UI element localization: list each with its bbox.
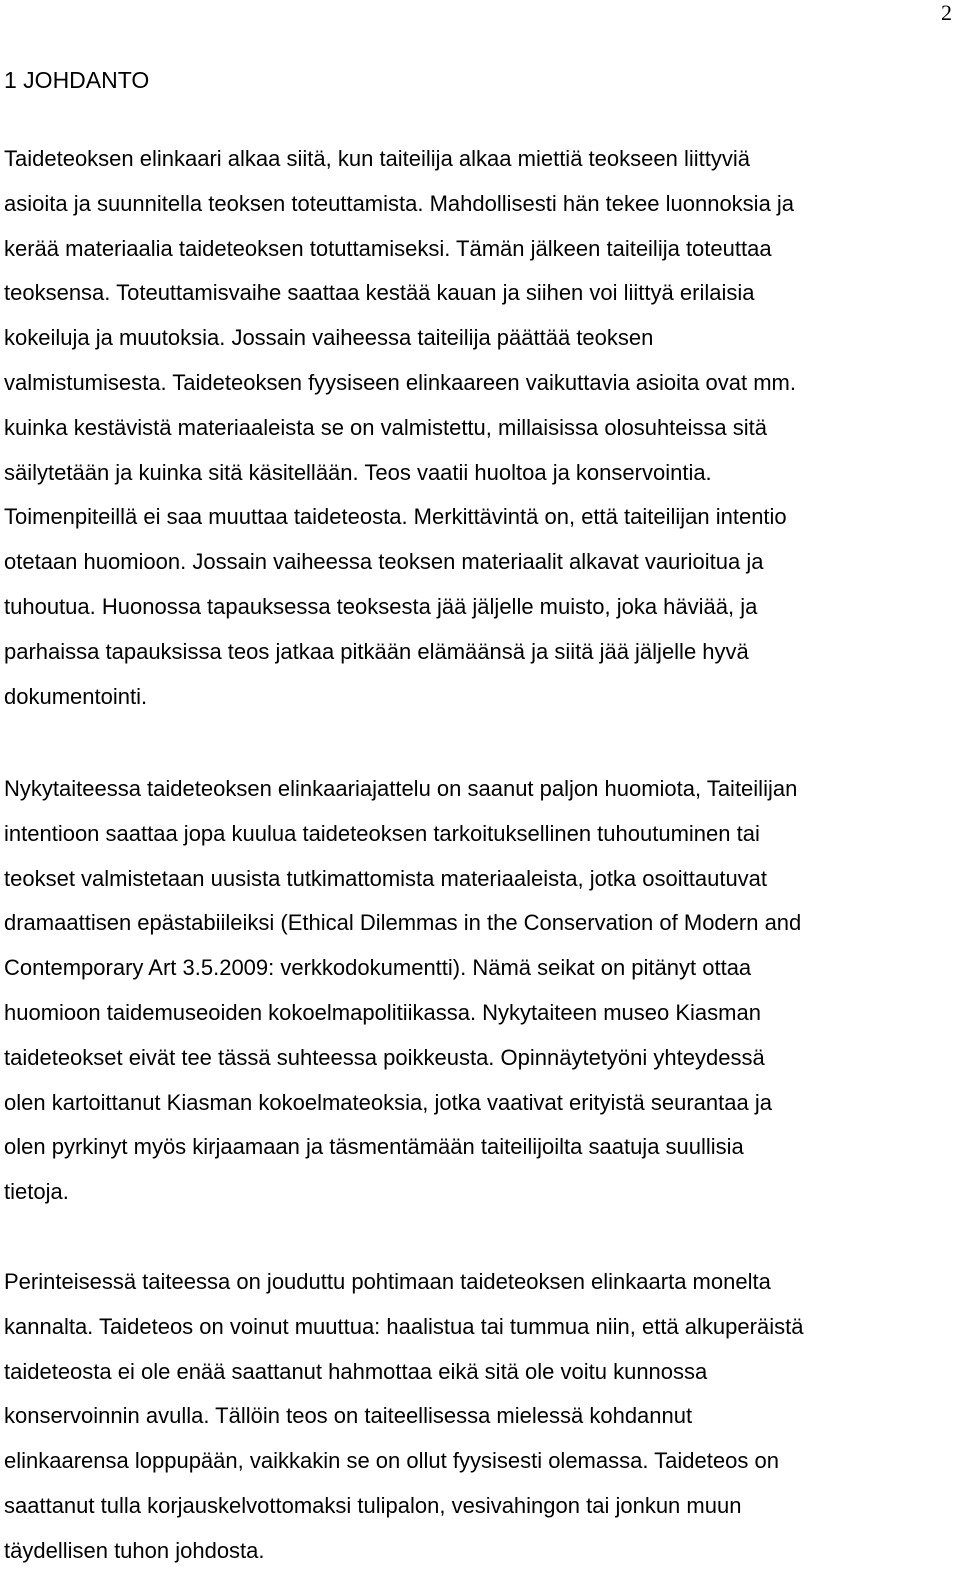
text-line: säilytetään ja kuinka sitä käsitellään. Teos vaatii huoltoa ja konservointia. [4,459,712,485]
text-line: Toimenpiteillä ei saa muuttaa taideteosta. Merkittävintä on, että taiteilijan intentio [4,504,787,530]
text-line: teokset valmistetaan uusista tutkimattomista materiaaleista, jotka osoittautuvat [4,865,768,891]
text-line: olen pyrkinyt myös kirjaamaan ja täsmentämään taiteilijoilta saatuja suullisia [4,1134,744,1160]
text-line: kannalta. Taideteos on voinut muuttua: haalistua tai tummua niin, että alkuperäistä [4,1313,804,1339]
text-line: konservoinnin avulla. Tällöin teos on taiteellisessa mielessä kohdannut [4,1403,693,1429]
text-line: elinkaarensa loppupään, vaikkakin se on ollut fyysisesti olemassa. Taideteos on [4,1448,779,1474]
text-line: saattanut tulla korjauskelvottomaksi tulipalon, vesivahingon tai jonkun muun [4,1492,742,1518]
text-line: kuinka kestävistä materiaaleista se on valmistettu, millaisissa olosuhteissa sitä [4,414,767,440]
text-line: olen kartoittanut Kiasman kokoelmateoksia, jotka vaativat erityistä seurantaa ja [4,1089,772,1115]
chapter-heading: 1 JOHDANTO [4,67,150,93]
text-line: valmistumisesta. Taideteoksen fyysiseen elinkaareen vaikuttavia asioita ovat mm. [4,369,796,395]
text-line: tuhoutua. Huonossa tapauksessa teoksesta jää jäljelle muisto, joka häviää, ja [4,593,758,619]
paragraph [4,137,960,719]
text-line: taideteosta ei ole enää saattanut hahmottaa eikä sitä ole voitu kunnossa [4,1358,708,1384]
paragraph [4,1260,960,1574]
page-number: 2 [941,0,952,25]
text-line: intentioon saattaa jopa kuulua taideteoksen tarkoituksellinen tuhoutuminen tai [4,820,760,846]
text-line: tietoja. [4,1179,69,1205]
text-line: Perinteisessä taiteessa on jouduttu pohtimaan taideteoksen elinkaarta monelta [4,1269,771,1294]
paragraph [4,767,960,1215]
text-line: dramaattisen epästabiileiksi (Ethical Dilemmas in the Conservation of Modern and [4,910,802,936]
text-line: kokeiluja ja muutoksia. Jossain vaiheessa taiteilija päättää teoksen [4,325,654,351]
text-line: täydellisen tuhon johdosta. [4,1537,265,1563]
text-line: huomioon taidemuseoiden kokoelmapolitiikassa. Nykytaiteen museo Kiasman [4,999,761,1025]
text-line: taideteokset eivät tee tässä suhteessa poikkeusta. Opinnäytetyöni yhteydessä [4,1044,765,1070]
text-line: dokumentointi. [4,683,148,709]
text-line: Taideteoksen elinkaari alkaa siitä, kun taiteilija alkaa miettiä teokseen liittyviä [4,146,750,171]
text-line: teoksensa. Toteuttamisvaihe saattaa kestää kauan ja siihen voi liittyä erilaisia [4,280,755,306]
text-line: asioita ja suunnitella teoksen toteuttamista. Mahdollisesti hän tekee luonnoksia ja [4,190,795,216]
text-line: parhaissa tapauksissa teos jatkaa pitkään elämäänsä ja siitä jää jäljelle hyvä [4,638,749,664]
text-line: kerää materiaalia taideteoksen totuttamiseksi. Tämän jälkeen taiteilija toteuttaa [4,235,772,261]
text-line: otetaan huomioon. Jossain vaiheessa teoksen materiaalit alkavat vaurioitua ja [4,549,764,575]
text-line: Contemporary Art 3.5.2009: verkkodokumentti). Nämä seikat on pitänyt ottaa [4,955,752,981]
text-line: Nykytaiteessa taideteoksen elinkaariajattelu on saanut paljon huomiota, Taiteilijan [4,776,798,801]
